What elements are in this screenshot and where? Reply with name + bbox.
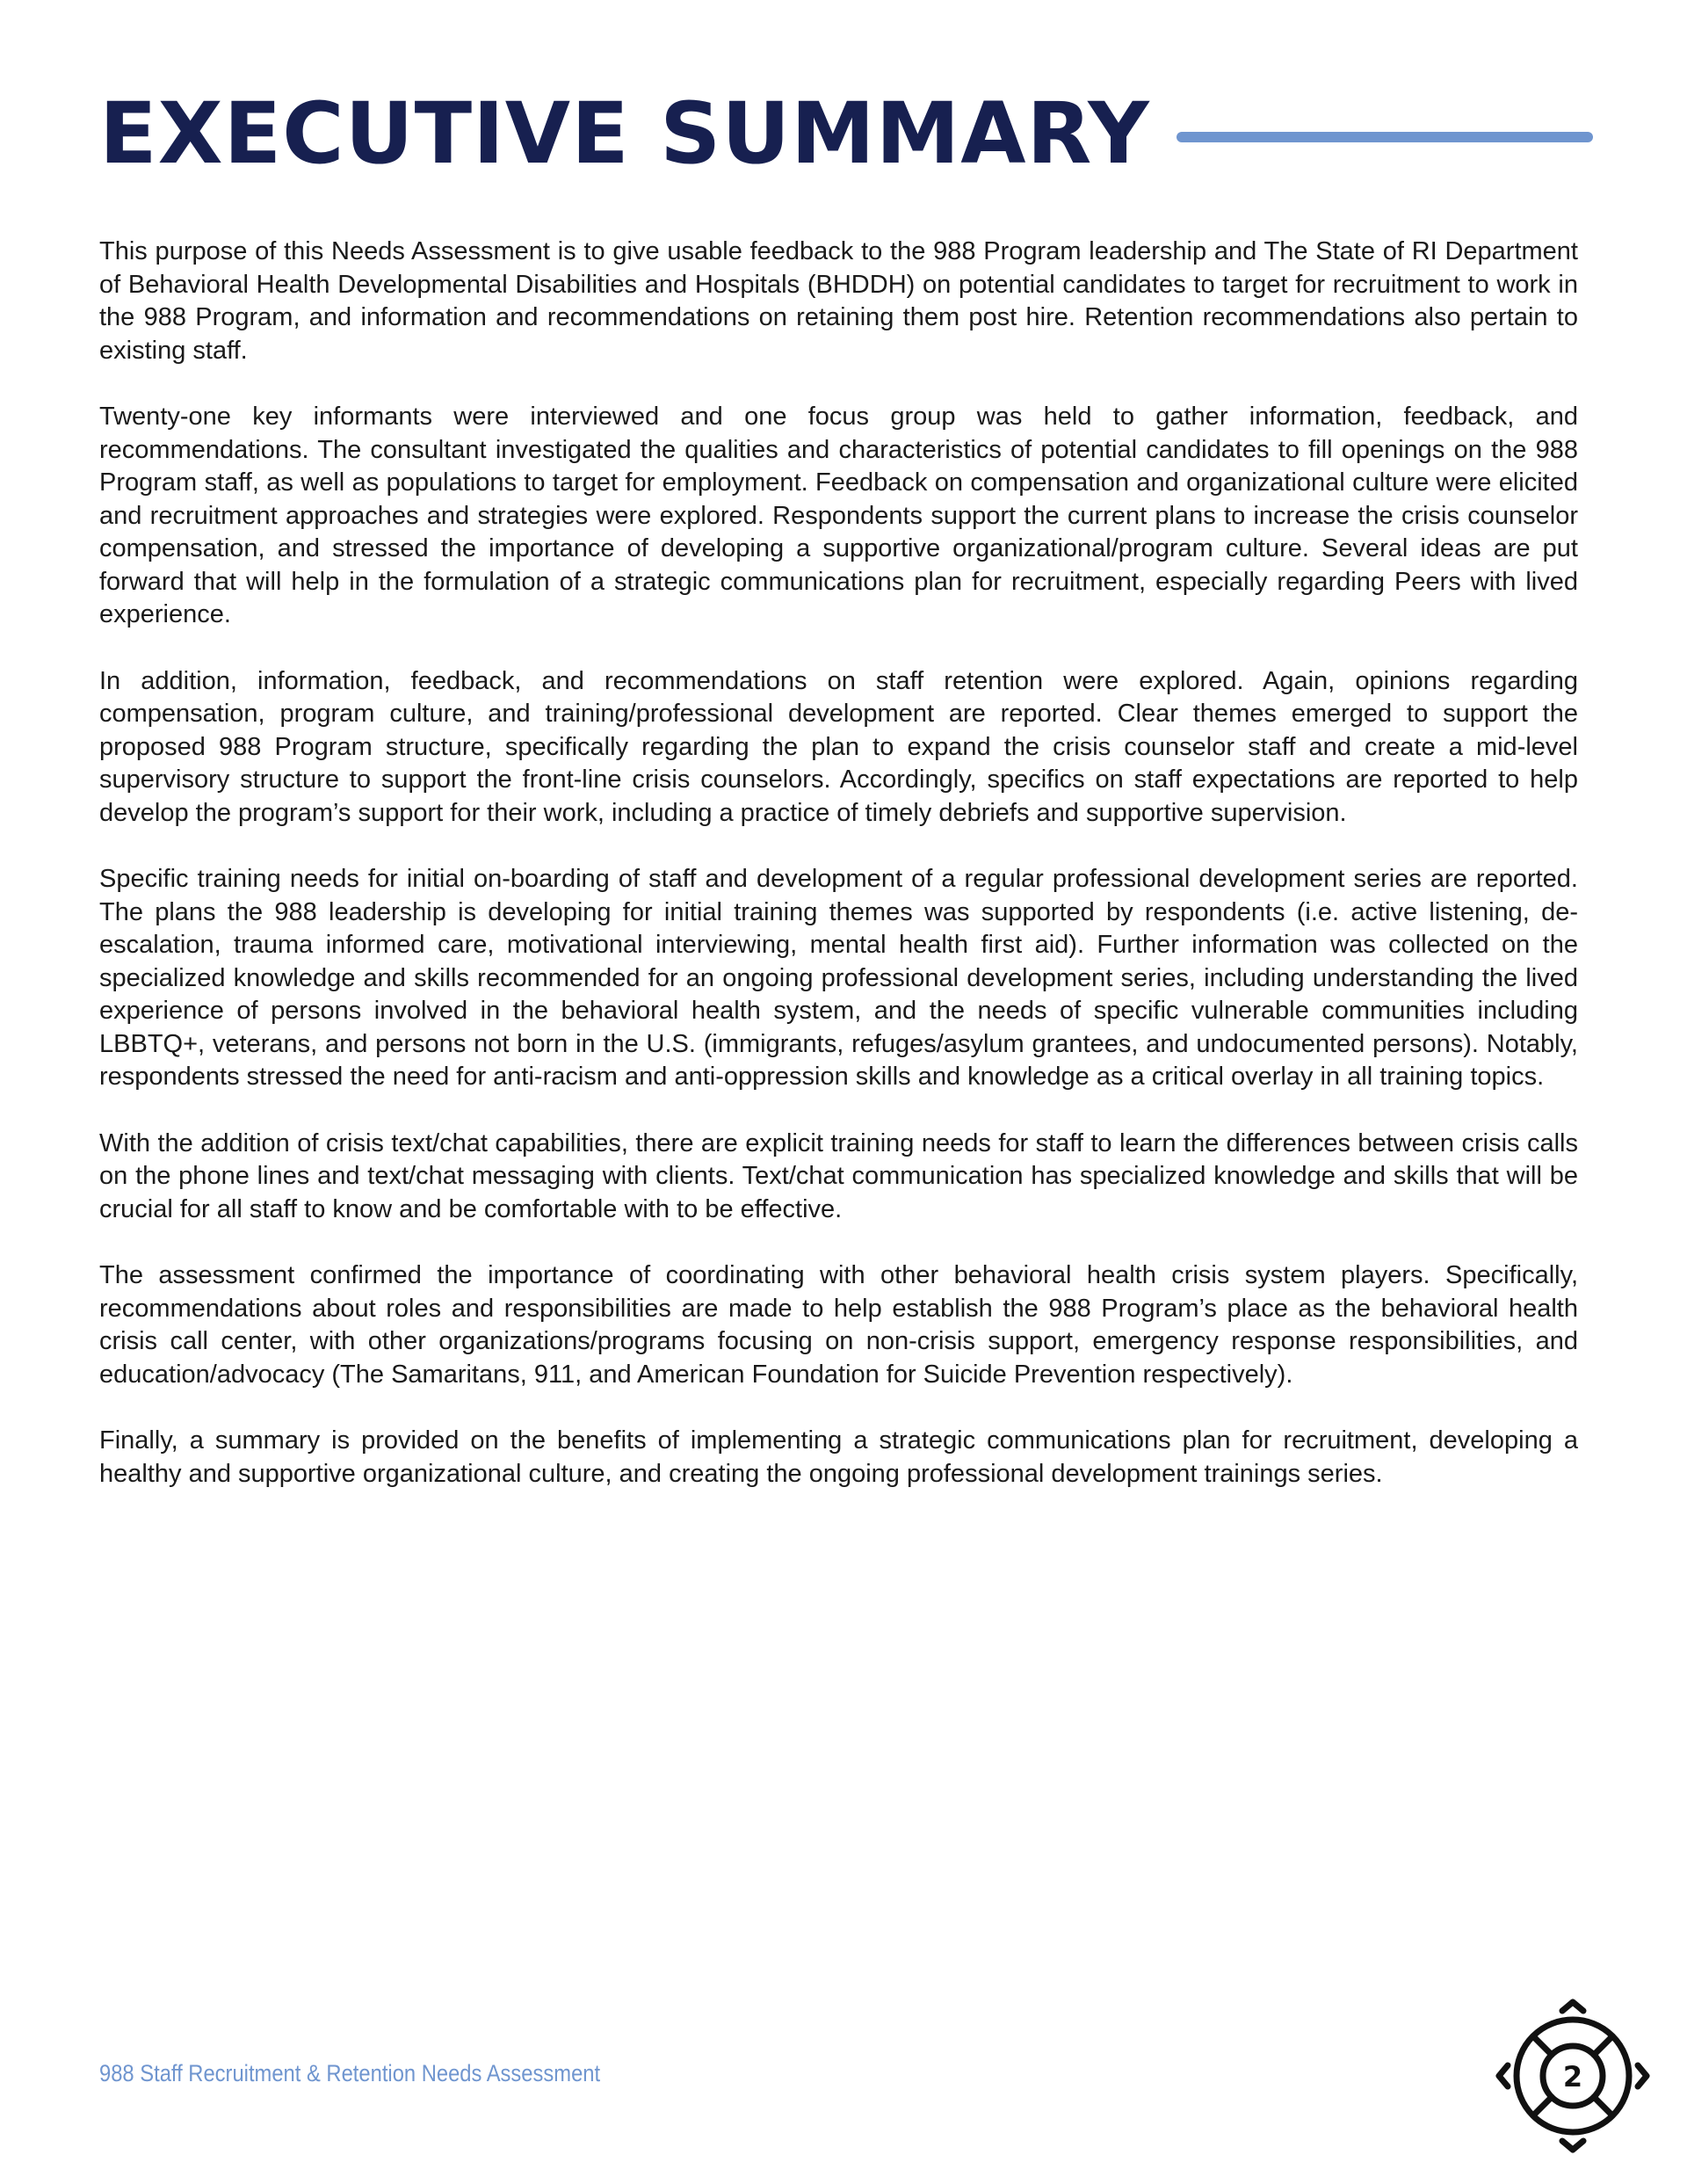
body-paragraph: This purpose of this Needs Assessment is to give usable feedback to the 988 Program leadership and The State of RI Department of Behavioral Health Developmental Disabilities and Hospitals (BHDDH) on potential candidates to target for recruitment to work in the 988 Program, and information and recommendations on retaining them post hire. Retention recommendations also pertain to existing staff.: [99, 237, 1578, 365]
body-paragraph: In addition, information, feedback, and recommendations on staff retention were explored. Again, opinions regarding compensation, program culture, and training/professional development are reported. Clear themes emerged to support the proposed 988 Program structure, specifically regarding the plan to expand the crisis counselor staff and create a mid-level supervisory structure to support the front-line crisis counselors. Accordingly, specifics on staff expectations are reported to help develop the program’s support for their work, including a practice of timely debriefs and supportive supervision.: [99, 666, 1578, 827]
page-header: [99, 81, 1593, 186]
title-divider: [1177, 132, 1593, 142]
page-title: EXECUTIVE SUMMARY: [99, 84, 1150, 183]
page-number: 2: [1562, 2060, 1583, 2093]
body-paragraph: The assessment confirmed the importance of coordinating with other behavioral health crisis system players. Specifically, recommendations about roles and responsibilities are made to help establish the 988 Program’s place as the behavioral health crisis call center, with other organizations/programs focusing on non-crisis support, emergency response responsibilities, and education/advocacy (The Samaritans, 911, and American Foundation for Suicide Prevention respectively).: [99, 1261, 1578, 1389]
body-paragraph: With the addition of crisis text/chat capabilities, there are explicit training needs for staff to learn the differences between crisis calls on the phone lines and text/chat messaging with clients. Text/chat communication has specialized knowledge and skills that will be crucial for all staff to know and be comfortable with to be effective.: [99, 1128, 1578, 1223]
lifebuoy-compass-icon: [1494, 1997, 1652, 2155]
document-body: [99, 236, 1578, 1524]
body-paragraph: Specific training needs for initial on-boarding of staff and development of a regular professional development series are reported. The plans the 988 leadership is developing for initial training themes was supported by respondents (i.e. active listening, de-escalation, trauma informed care, motivational interviewing, mental health first aid). Further information was collected on the specialized knowledge and skills recommended for an ongoing professional development series, including understanding the lived experience of persons involved in the behavioral health system, and the needs of specific vulnerable communities including LBBTQ+, veterans, and persons not born in the U.S. (immigrants, refuges/asylum grantees, and undocumented persons). Notably, respondents stressed the need for anti-racism and anti-oppression skills and knowledge as a critical overlay in all training topics.: [99, 865, 1578, 1091]
footer-document-title: 988 Staff Recruitment & Retention Needs Assessment: [99, 2060, 601, 2086]
body-paragraph: Finally, a summary is provided on the benefits of implementing a strategic communications plan for recruitment, developing a healthy and supportive organizational culture, and creating the ongoing professional development trainings series.: [99, 1426, 1578, 1488]
body-paragraph: Twenty-one key informants were interviewed and one focus group was held to gather information, feedback, and recommendations. The consultant investigated the qualities and characteristics of potential candidates to fill openings on the 988 Program staff, as well as populations to target for employment. Feedback on compensation and organizational culture were elicited and recruitment approaches and strategies were explored. Respondents support the current plans to increase the crisis counselor compensation, and stressed the importance of developing a supportive organizational/program culture. Several ideas are put forward that will help in the formulation of a strategic communications plan for recruitment, especially regarding Peers with lived experience.: [99, 403, 1578, 628]
